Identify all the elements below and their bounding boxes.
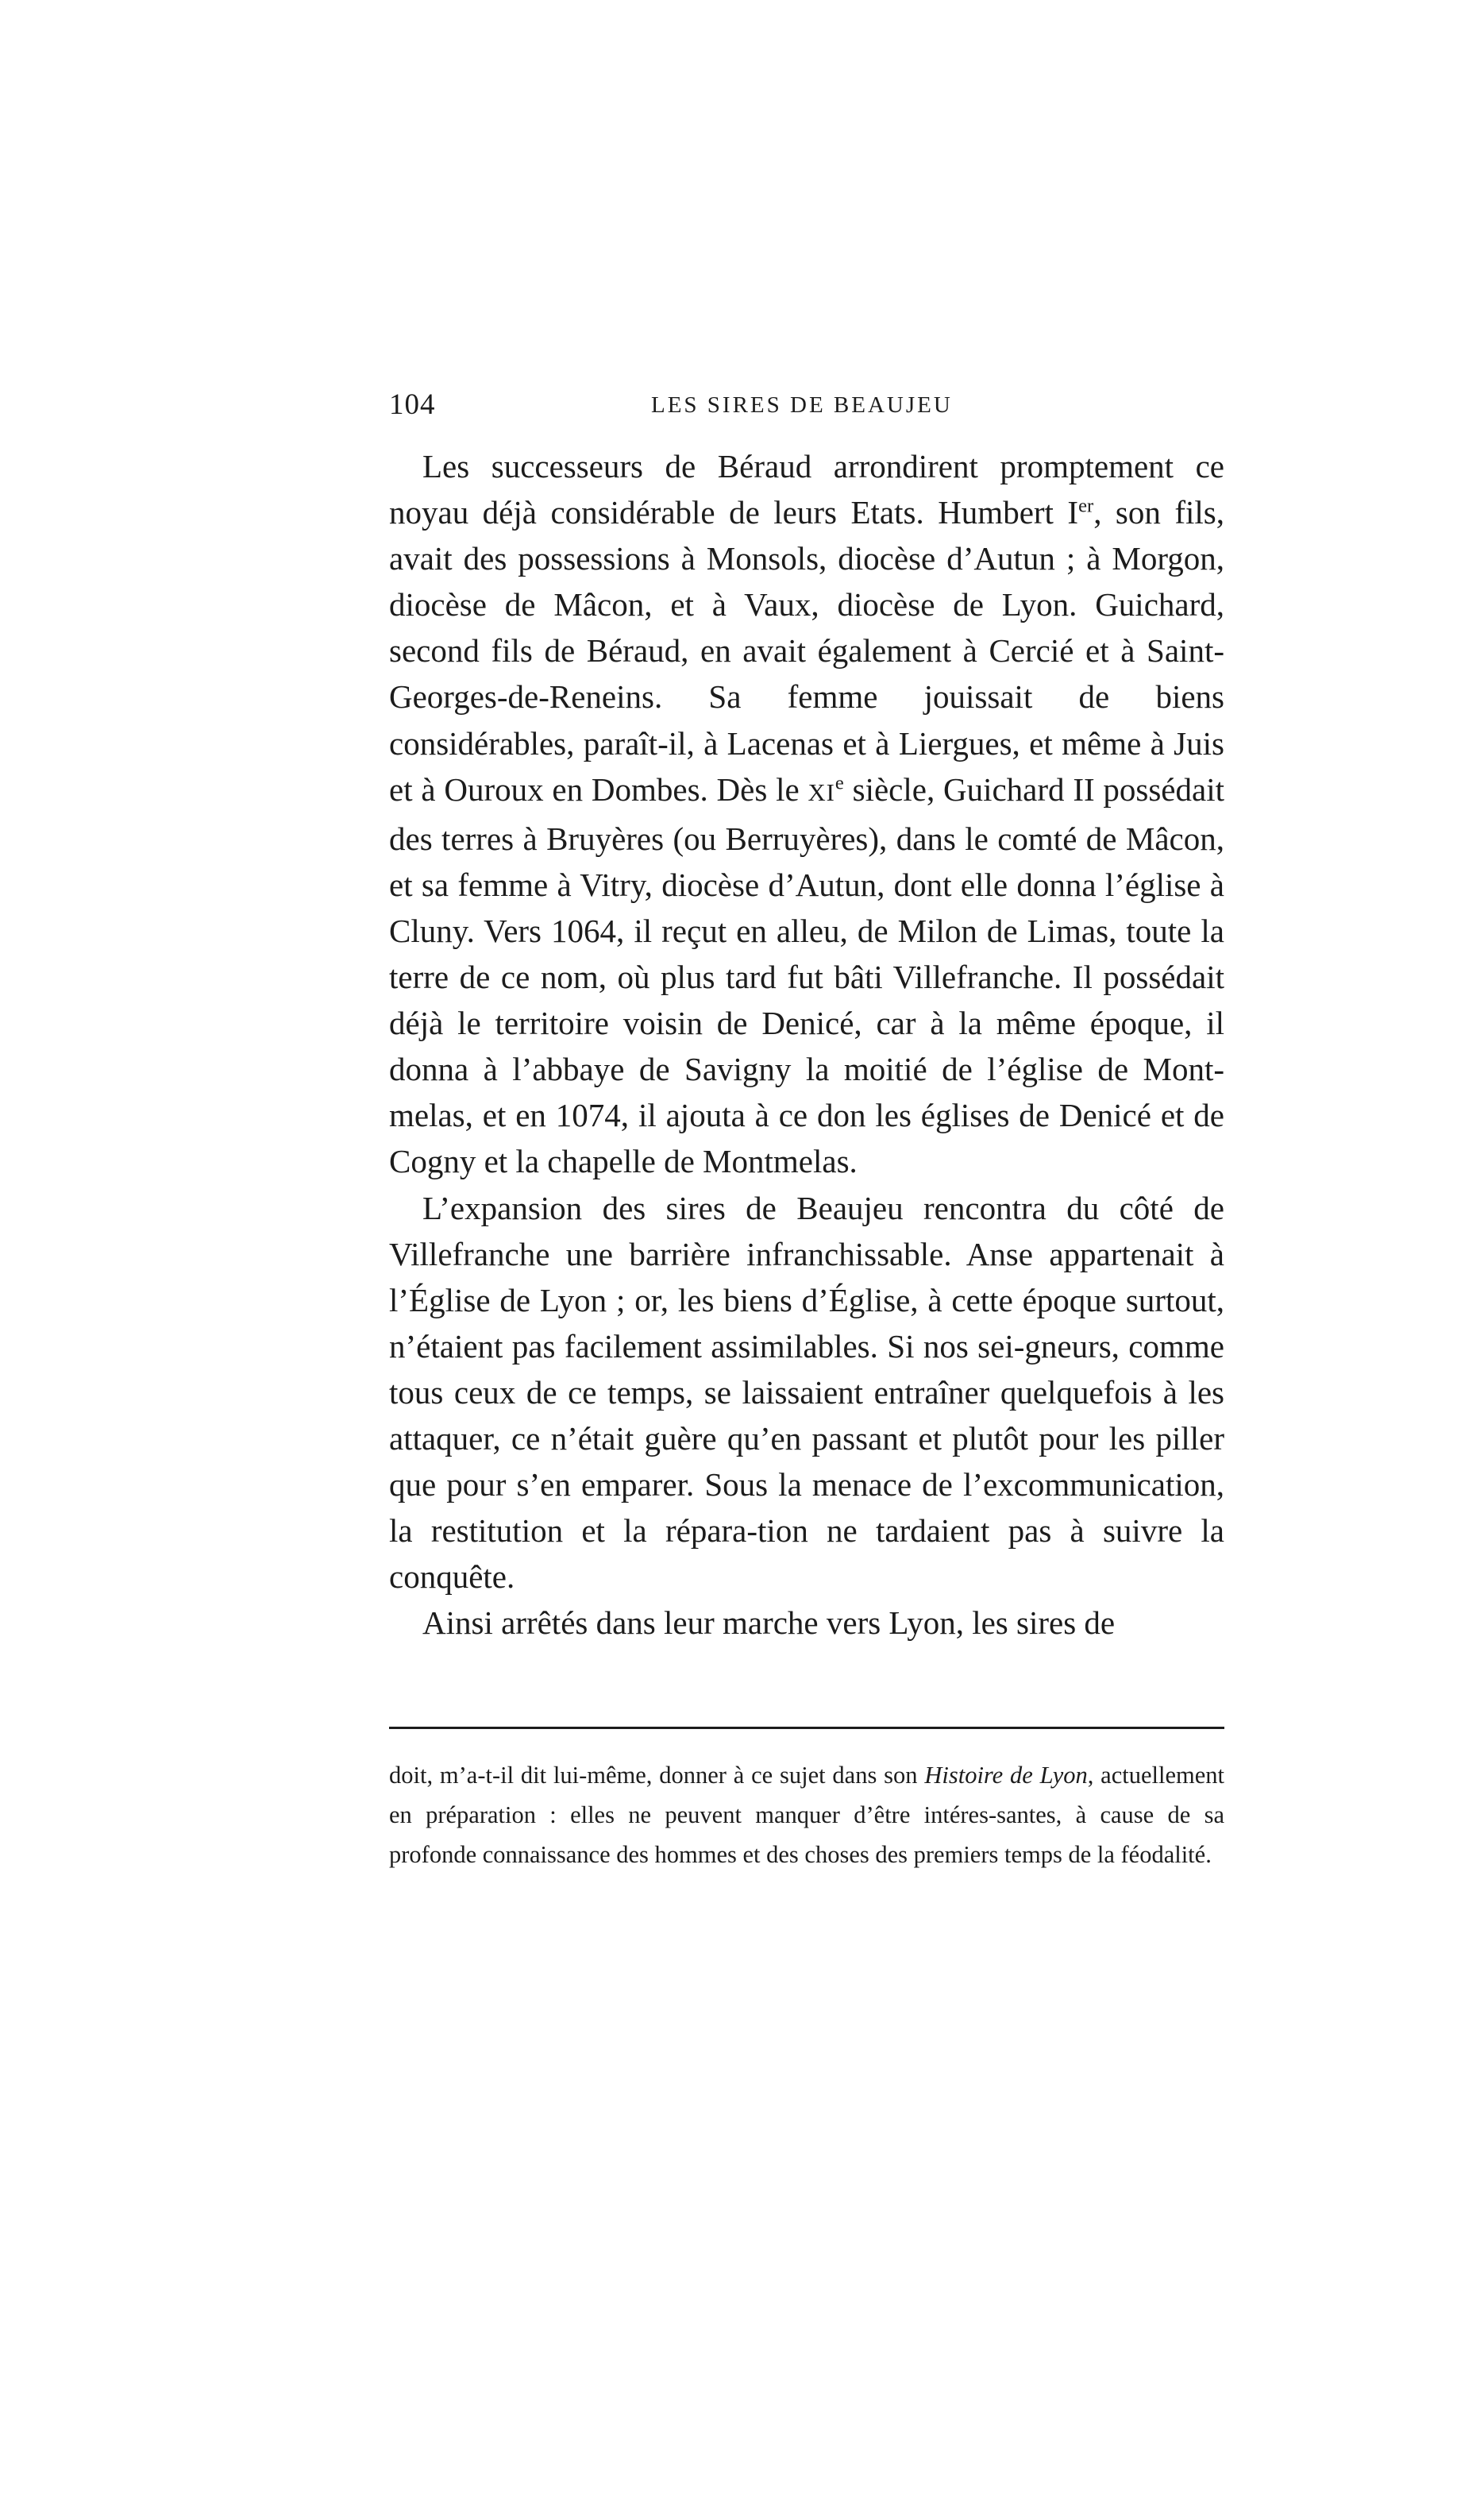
running-head	[389, 381, 1231, 429]
paragraph-1-text-a: Les successeurs de Béraud arrondirent promptement ce noyau déjà considérable de leurs Etats. Humbert I	[389, 448, 1224, 531]
century-superscript: e	[835, 772, 844, 793]
body-text	[389, 443, 1224, 1646]
footnote-text-a: doit, m’a-t-il dit lui-même, donner à ce sujet dans son	[389, 1762, 925, 1789]
footnote-book-title: Histoire de Lyon	[924, 1762, 1088, 1789]
ordinal-superscript: er	[1078, 495, 1094, 517]
century-numeral: XI	[808, 778, 835, 806]
footnote-text-b: , actuellement en préparation : elles ne peuvent manquer d’être intéres-santes, à cause de sa profonde connaissance des hommes et des choses des premiers temps de la féodalité.	[389, 1762, 1224, 1868]
paragraph-1-text-c: siècle, Guichard II possédait des terres à Bruyères (ou Berruyères), dans le comté de Mâcon, et sa femme à Vitry, diocèse d’Autun, dont elle donna l’église à Cluny. Vers 1064, il reçut en alleu, de Milon de Limas, toute la terre de ce nom, où plus tard fut bâti Villefranche. Il possédait déjà le territoire voisin de Denicé, car à la même époque, il donna à l’abbaye de Savigny la moitié de l’église de Mont-melas, et en 1074, il ajouta à ce don les églises de Denicé et de Cogny et la chapelle de Montmelas.	[389, 770, 1224, 1180]
paragraph-1	[389, 443, 1224, 1185]
footnote	[389, 1755, 1224, 1874]
paragraph-3: Ainsi arrêtés dans leur marche vers Lyon, les sires de	[422, 1604, 1116, 1642]
paragraph-1-text-b: , son fils, avait des possessions à Monsols, diocèse d’Autun ; à Morgon, diocèse de Mâcon, et à Vaux, diocèse de Lyon. Guichard, second fils de Béraud, en avait également à Cercié et à Saint-Georges-de-Reneins. Sa femme jouissait de biens considérables, paraît-il, à Lacenas et à Liergues, et même à Juis et à Ouroux en Dombes. Dès le	[389, 494, 1224, 808]
running-title: LES SIRES DE BEAUJEU	[651, 392, 953, 418]
paragraph-2: L’expansion des sires de Beaujeu rencontra du côté de Villefranche une barrière infranchissable. Anse appartenait à l’Église de Lyon ; or, les biens d’Église, à cette époque surtout, n’étaient pas facilement assimilables. Si nos sei-gneurs, comme tous ceux de ce temps, se laissaient entraîner quelquefois à les attaquer, ce n’était guère qu’en passant et plutôt pour les piller que pour s’en emparer. Sous la menace de l’excommunication, la restitution et la répara-tion ne tardaient pas à suivre la conquête.	[389, 1189, 1224, 1596]
footnote-rule	[389, 1727, 1224, 1729]
page-number: 104	[389, 388, 436, 421]
